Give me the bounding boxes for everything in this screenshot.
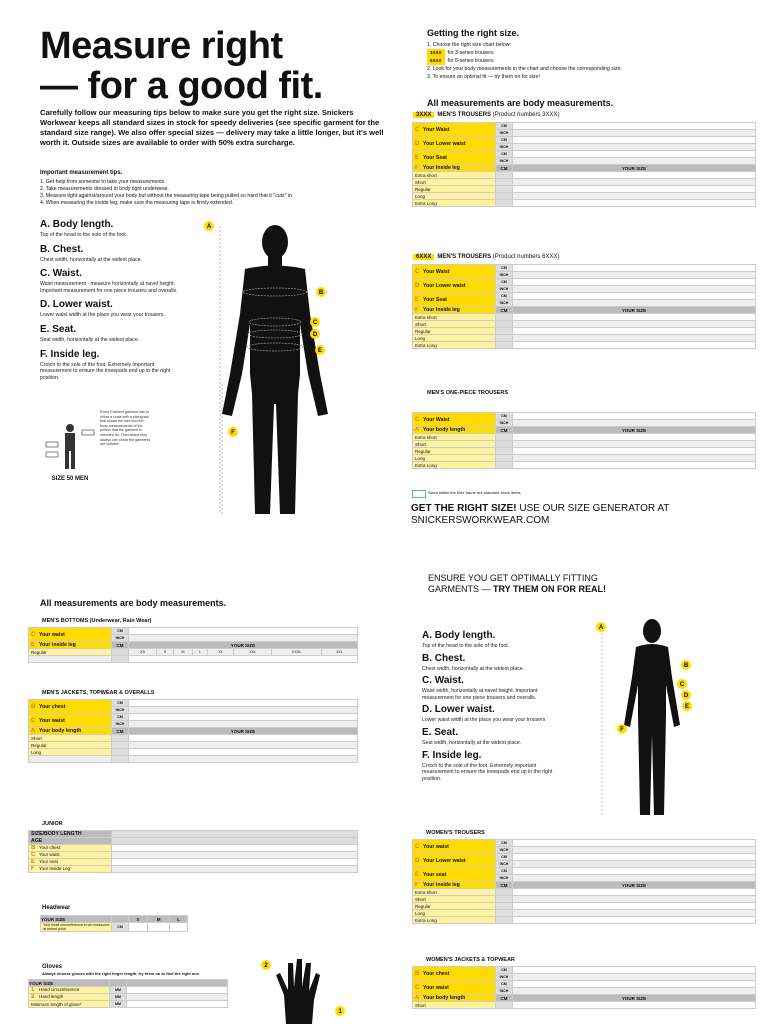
std-frame-swatch <box>412 490 426 498</box>
inside-leg-label: Your Inside leg <box>423 307 460 313</box>
measure-f <box>40 349 180 382</box>
gloves-row: Minimum length of glove* <box>29 1001 110 1008</box>
size-cell: 4XL <box>321 649 357 656</box>
step-2: 2. Look for your body measurements in the chart and choose the corresponding size. <box>427 66 622 72</box>
junior-row-label: Your seat <box>39 859 58 864</box>
leg-row-label: Regular <box>413 903 496 910</box>
leg-row-label: Short <box>413 179 496 186</box>
row-lower-waist <box>413 137 496 151</box>
measure-desc: Top of the head to the sole of the foot. <box>422 643 510 649</box>
letter-e: E <box>415 296 420 303</box>
leg-row-label: Extra Long <box>413 342 496 349</box>
body-figure-icon <box>200 214 350 524</box>
measure-desc: Chest width, horizontally at the widest place. <box>422 665 525 672</box>
measure-f <box>422 750 562 783</box>
letter-b: B <box>31 845 36 851</box>
unit-inch: INCH <box>496 974 513 981</box>
woman-figure-icon <box>590 615 710 820</box>
std-note: Sizes within the blue frame are standard stock items. <box>428 490 522 495</box>
gen-rest: USE OUR SIZE GENERATOR AT SNICKERSWORKWEAR.COM <box>411 503 670 526</box>
letter-d: D <box>415 857 420 864</box>
letter-b: B <box>415 970 420 977</box>
measure-desc: Seat width, horizontally at the widest place. <box>40 336 140 343</box>
measure-heading: C. Waist. <box>40 268 82 280</box>
waist-label: Your waist <box>423 843 449 850</box>
label-b: B <box>318 290 324 296</box>
size-generator-callout <box>411 503 741 527</box>
measure-c <box>40 268 180 294</box>
leg-row-label: Extra short <box>413 434 496 441</box>
junior-row-label: Your Inside Leg <box>39 866 71 871</box>
junior-row <box>29 852 112 859</box>
unit-inch: INCH <box>496 875 513 882</box>
chest-label: Your chest <box>423 970 450 977</box>
mens3-title: MEN'S TROUSERS <box>437 112 492 118</box>
row-body-length <box>413 995 496 1002</box>
letter-c: C <box>415 416 420 423</box>
letter-f: F <box>31 866 35 872</box>
letter-c: C <box>415 126 420 133</box>
body-length-label: Your body length <box>39 728 82 734</box>
leg-row-label: Regular <box>29 649 112 656</box>
leg-row-label: Extra short <box>413 889 496 896</box>
values-cells <box>513 193 756 200</box>
measure-list <box>40 219 180 381</box>
measure-heading: E. Seat. <box>40 323 77 335</box>
gloves-heading: Gloves <box>42 964 63 970</box>
measure-desc: Chest width, horizontally at the widest place. <box>40 256 143 263</box>
seat-label: Your Seat <box>423 154 447 161</box>
unit-cm: CM <box>496 307 513 314</box>
unit-inch: INCH <box>496 286 513 293</box>
womens-trousers-table <box>412 839 756 924</box>
row-waist <box>413 840 496 854</box>
svg-text:E: E <box>684 704 690 710</box>
body-length-label: Your body length <box>423 427 466 433</box>
ensure-line-2 <box>428 584 606 595</box>
mens6-title: MEN'S TROUSERS <box>437 254 492 260</box>
inside-leg-label: Your inside leg <box>423 882 460 888</box>
gloves-row-label: Hand length <box>39 994 64 999</box>
label-f: F <box>231 430 235 436</box>
letter-a: A <box>415 995 420 1001</box>
intro-text: Carefully follow our measuring tips below to make sure you get the right size. Snickers Workwear keeps all standard sizes in stock for speedy deliveries (see specific garment for the standard size range). We also offer special sizes — delivery may take a little longer, but it's well worth it. Outside sizes are available to order with 50% extra surcharge. <box>40 108 384 147</box>
size-cell: L <box>193 649 208 656</box>
letter-e: E <box>31 859 36 865</box>
svg-text:2: 2 <box>264 963 268 969</box>
unit-cm: CM <box>496 840 513 847</box>
row-lower-waist <box>413 279 496 293</box>
womens-jackets-table <box>412 966 756 1009</box>
values-cells <box>513 179 756 186</box>
unit-cm: CM <box>496 854 513 861</box>
headwear-table: YOUR SIZE S M L Your head circumference in cm measured at widest point CM <box>40 915 188 932</box>
ensure-bold: TRY THEM ON FOR REAL! <box>493 584 607 594</box>
measure-heading: A. Body length. <box>422 630 496 641</box>
step-6xxx <box>427 57 622 65</box>
measure-e <box>40 324 180 344</box>
unit-inch: INCH <box>496 300 513 307</box>
ensure-line-1: ENSURE YOU GET OPTIMALLY FITTING <box>428 573 598 583</box>
ensure-callout <box>428 573 606 595</box>
unit-cm: CM <box>496 882 513 889</box>
body-length-label: Your body length <box>423 995 466 1001</box>
step-3: 3. To ensure an optimal fit — try them on for size! <box>427 74 540 80</box>
row-seat <box>413 293 496 307</box>
measure-heading: C. Waist. <box>422 675 464 687</box>
row-inside-leg <box>29 642 112 649</box>
jackets-heading: MEN'S JACKETS, TOPWEAR & OVERALLS <box>42 690 155 696</box>
letter-c: C <box>415 843 420 850</box>
measure-b <box>40 244 180 264</box>
junior-row: SIZE/BODY LENGTH <box>29 831 112 838</box>
row-chest <box>29 700 112 714</box>
measure-desc: Crotch to the sole of the foot. Extremely important measurement to ensure the kneepads end up in the right position. <box>422 762 553 782</box>
pictogram-note: Every Snickers garment has to follow a scale with a pictogram that shows the size and the body measurements of the person that the garment is intended for. This means they always can check the garments are suitable. <box>100 410 151 447</box>
headwear-row: Your head circumference in cm measured at widest point <box>41 923 112 932</box>
row-waist <box>413 123 496 137</box>
junior-row <box>29 859 112 866</box>
values-cells <box>513 172 756 179</box>
leg-row-label: Regular <box>413 328 496 335</box>
hand-icon <box>256 955 346 1024</box>
svg-text:A: A <box>598 625 604 631</box>
row-inside-leg <box>413 165 496 172</box>
jackets-table <box>28 699 358 763</box>
label-c: C <box>312 320 318 326</box>
seat-label: Your seat <box>423 871 447 878</box>
unit-cm: CM <box>496 279 513 286</box>
seat-label: Your Seat <box>423 296 447 303</box>
values-cells <box>513 130 756 137</box>
svg-text:F: F <box>620 727 624 733</box>
bottoms-heading: MEN'S BOTTOMS (Underwear, Rain Wear) <box>42 618 152 624</box>
unit-inch: INCH <box>496 144 513 151</box>
leg-row-label: Short <box>413 321 496 328</box>
mens3-sub: (Product numbers 3XXX) <box>492 112 560 118</box>
row-inside-leg <box>413 307 496 314</box>
measure-heading: B. Chest. <box>422 652 466 664</box>
leg-row-label: Extra short <box>413 172 496 179</box>
leg-row-label: Short <box>29 735 112 742</box>
unit-cm: CM <box>496 427 513 434</box>
step-3xxx <box>427 49 622 57</box>
tip-1: 1. Get help from someone to take your measurements. <box>40 179 166 185</box>
values-cells <box>513 200 756 207</box>
leg-row-label: Short <box>413 1002 496 1009</box>
leg-row-label: Long <box>413 335 496 342</box>
letter-c: C <box>31 631 36 638</box>
label-d: D <box>312 332 318 338</box>
tips-list <box>40 179 385 207</box>
your-size-header: YOUR SIZE <box>129 728 358 735</box>
svg-text:B: B <box>683 663 689 669</box>
tag-6xxx: 6XXX <box>427 57 445 65</box>
unit-inch: INCH <box>496 130 513 137</box>
womens-jackets-heading: WOMEN'S JACKETS & TOPWEAR <box>426 957 515 963</box>
label-a: A <box>206 224 212 230</box>
title-line-2: — for a good fit. <box>40 65 323 107</box>
leg-row-label: Long <box>413 455 496 462</box>
unit-cm: CM <box>496 981 513 988</box>
waist-label: Your waist <box>39 717 65 724</box>
leg-row-label: Extra Long <box>413 200 496 207</box>
step-6xxx-text: for 6-series trousers <box>447 58 494 64</box>
leg-row-label: Long <box>413 193 496 200</box>
step-3xxx-text: for 3-series trousers <box>447 50 494 56</box>
measure-a <box>40 219 180 239</box>
measure-list-2 <box>422 630 562 782</box>
row-waist <box>29 628 112 642</box>
ensure-line-2-text: GARMENTS — <box>428 584 494 594</box>
gloves-row: 1 Hand circumference <box>29 987 110 994</box>
step-1: 1. Choose the right size chart below: <box>427 42 511 48</box>
mens6-table <box>412 264 756 349</box>
gloves-row-label: Hand circumference <box>39 987 80 992</box>
waist-label: Your Waist <box>423 416 450 423</box>
unit-inch: INCH <box>496 420 513 427</box>
letter-f: F <box>415 165 419 171</box>
measure-heading: D. Lower waist. <box>422 704 495 716</box>
all-body-heading: All measurements are body measurements. <box>427 98 614 108</box>
leg-row-label: Short <box>413 441 496 448</box>
row-inside-leg <box>413 882 496 889</box>
measure-b <box>422 653 562 673</box>
size-cell: XS <box>129 649 157 656</box>
measure-heading: A. Body length. <box>40 219 114 230</box>
tip-3: 3. Measure tight against/around your body but without the measuring tape being pulled so hard that it "cuts" in. <box>40 193 294 199</box>
unit-cm: CM <box>496 151 513 158</box>
measure-heading: B. Chest. <box>40 243 84 255</box>
row-waist <box>413 981 496 995</box>
unit-inch: INCH <box>112 721 129 728</box>
your-size-header: YOUR SIZE <box>513 307 756 314</box>
leg-row-label: Extra Long <box>413 462 496 469</box>
unit-cm: CM <box>496 413 513 420</box>
unit-cm: CM <box>112 700 129 707</box>
unit-cm: CM <box>112 628 129 635</box>
size-cell: XXL <box>234 649 272 656</box>
svg-text:1: 1 <box>338 1009 342 1015</box>
right-size-heading: Getting the right size. <box>427 28 520 38</box>
row-waist <box>413 413 496 427</box>
unit-cm: CM <box>496 137 513 144</box>
mens3-table <box>412 122 756 207</box>
leg-row-label: Regular <box>413 186 496 193</box>
row-waist <box>29 714 112 728</box>
measure-d <box>422 704 562 724</box>
measure-desc: Seat width, horizontally at the widest place. <box>422 739 522 746</box>
size-cell: XXXL <box>272 649 322 656</box>
measure-desc: Lower waist width at the place you wear your trousers <box>422 717 546 724</box>
measure-e <box>422 727 562 747</box>
your-size-header: YOUR SIZE <box>129 642 358 649</box>
measure-heading: F. Inside leg. <box>422 749 482 761</box>
letter-c: C <box>31 717 36 724</box>
unit-cm: CM <box>112 714 129 721</box>
values-cells <box>513 137 756 144</box>
tip-4: 4. When measuring the inside leg, make sure the measuring tape is firmly extended. <box>40 200 234 206</box>
womens-trousers-heading: WOMEN'S TROUSERS <box>426 830 485 836</box>
unit-inch: INCH <box>112 707 129 714</box>
right-size-steps <box>427 41 622 81</box>
your-size-header: YOUR SIZE <box>513 427 756 434</box>
all-body-heading-2: All measurements are body measurements. <box>40 598 227 608</box>
inside-leg-label: Your Inside leg <box>423 165 460 171</box>
junior-table <box>28 830 358 873</box>
measure-heading: E. Seat. <box>422 726 459 738</box>
waist-label: Your waist <box>39 631 65 638</box>
mens6-sub: (Product numbers 6XXX) <box>492 254 560 260</box>
title-line-1: Measure right <box>40 25 283 67</box>
letter-c: C <box>415 984 420 991</box>
letter-e: E <box>31 642 36 648</box>
measure-a <box>422 630 562 650</box>
size-label: SIZE 50 MEN <box>51 476 89 482</box>
unit-cm: CM <box>496 967 513 974</box>
lower-waist-label: Your Lower waist <box>423 140 466 147</box>
tag-3xxx: 3XXX <box>427 49 445 57</box>
leg-row-label: Long <box>413 910 496 917</box>
letter-a: A <box>31 728 36 734</box>
measure-desc: Crotch to the sole of the foot. Extremely important measurement to ensure the kneepads end up in the right position. <box>40 361 171 381</box>
svg-text:D: D <box>683 693 689 699</box>
row-body-length <box>413 427 496 434</box>
unit-cm: CM <box>496 868 513 875</box>
gen-bold: GET THE RIGHT SIZE! <box>411 503 517 514</box>
letter-e: E <box>415 871 420 878</box>
values-cells <box>513 151 756 158</box>
headwear-heading: Headwear <box>42 905 71 911</box>
your-size-header: YOUR SIZE <box>513 882 756 889</box>
measure-desc: Waist width, horizontally at navel height. Important measurement for one piece trousers and overalls. <box>422 688 538 701</box>
unit-inch: INCH <box>496 847 513 854</box>
unit-cm: CM <box>496 165 513 172</box>
mens6-tag: 6XXX <box>413 254 434 260</box>
size-cell: M <box>173 649 192 656</box>
waist-label: Your Waist <box>423 126 450 133</box>
unit-cm: CM <box>496 123 513 130</box>
gloves-row: YOUR SIZE <box>29 980 110 987</box>
chest-label: Your chest <box>39 703 66 710</box>
page-title <box>40 26 380 106</box>
letter-a: A <box>415 427 420 433</box>
your-size-header: YOUR SIZE <box>513 995 756 1002</box>
junior-row: AGE <box>29 838 112 845</box>
junior-row-label: Your chest <box>39 845 61 850</box>
unit-inch: INCH <box>496 861 513 868</box>
unit-cm: CM <box>496 995 513 1002</box>
inside-leg-label: Your inside leg <box>39 642 76 648</box>
bottoms-table <box>28 627 358 663</box>
letter-c: C <box>415 268 420 275</box>
your-size-header: YOUR SIZE <box>41 916 112 923</box>
size-pictogram-icon <box>42 420 100 475</box>
measure-desc: Waist measurement - measure horizontally at navel height. Important measurement for one piece trousers and overalls. <box>40 281 178 294</box>
gloves-row: 2 Hand length <box>29 994 110 1001</box>
row-waist <box>413 265 496 279</box>
letter-e: E <box>415 154 420 161</box>
leg-row-label: Regular <box>413 448 496 455</box>
waist-label: Your waist <box>423 984 449 991</box>
tips-heading: Important measurement tips. <box>40 170 123 176</box>
letter-d: D <box>415 140 420 147</box>
unit-cm: CM <box>112 728 129 735</box>
measure-heading: D. Lower waist. <box>40 299 113 311</box>
size-cell: XL <box>207 649 233 656</box>
row-lower-waist <box>413 854 496 868</box>
letter-f: F <box>415 307 419 313</box>
row-seat <box>413 151 496 165</box>
onepiece-table <box>412 412 756 469</box>
mens3-tag: 3XXX <box>413 112 434 118</box>
unit-inch: INCH <box>112 635 129 642</box>
unit-inch: INCH <box>496 988 513 995</box>
gloves-table: YOUR SIZE 1 Hand circumference MM 2 Hand length MM Minimum length of glove* MM <box>28 979 228 1008</box>
unit-cm: CM <box>112 642 129 649</box>
junior-row-label: Your waist <box>39 852 60 857</box>
letter-b: B <box>31 703 36 710</box>
unit-cm: CM <box>496 293 513 300</box>
leg-row-label: Extra Long <box>413 917 496 924</box>
lower-waist-label: Your Lower waist <box>423 857 466 864</box>
size-cell: S <box>157 649 174 656</box>
letter-c: C <box>31 852 36 858</box>
lower-waist-label: Your Lower waist <box>423 282 466 289</box>
unit-cm: CM <box>112 923 129 932</box>
row-seat <box>413 868 496 882</box>
tip-2: 2. Take measurements dressed in body tight underwear. <box>40 186 169 192</box>
unit-cm: CM <box>496 265 513 272</box>
svg-text:C: C <box>679 682 685 688</box>
unit-inch: INCH <box>496 272 513 279</box>
measure-desc: Lower waist width at the place you wear your trousers. <box>40 312 165 319</box>
waist-label: Your Waist <box>423 268 450 275</box>
measure-heading: F. Inside leg. <box>40 348 100 360</box>
measure-c <box>422 675 562 701</box>
gloves-sub: Always choose gloves with the right finger length, try them on to find the right one. <box>42 971 201 976</box>
measure-d <box>40 299 180 319</box>
label-e: E <box>317 348 323 354</box>
values-cells <box>513 123 756 130</box>
junior-row <box>29 866 112 873</box>
unit-inch: INCH <box>496 158 513 165</box>
junior-row <box>29 845 112 852</box>
measure-desc: Top of the head to the sole of the foot. <box>40 232 128 238</box>
leg-row-label: Short <box>413 896 496 903</box>
row-body-length <box>29 728 112 735</box>
junior-heading: JUNIOR <box>42 821 63 827</box>
values-cells <box>513 158 756 165</box>
leg-row-label: Long <box>29 749 112 756</box>
onepiece-heading: MEN'S ONE-PIECE TROUSERS <box>427 390 509 396</box>
leg-row-label: Extra short <box>413 314 496 321</box>
row-chest <box>413 967 496 981</box>
your-size-header: YOUR SIZE <box>513 165 756 172</box>
letter-d: D <box>415 282 420 289</box>
values-cells <box>513 186 756 193</box>
letter-f: F <box>415 882 419 888</box>
values-cells <box>513 144 756 151</box>
mens3-header <box>413 112 559 118</box>
leg-row-label: Regular <box>29 742 112 749</box>
mens6-header <box>413 254 559 260</box>
